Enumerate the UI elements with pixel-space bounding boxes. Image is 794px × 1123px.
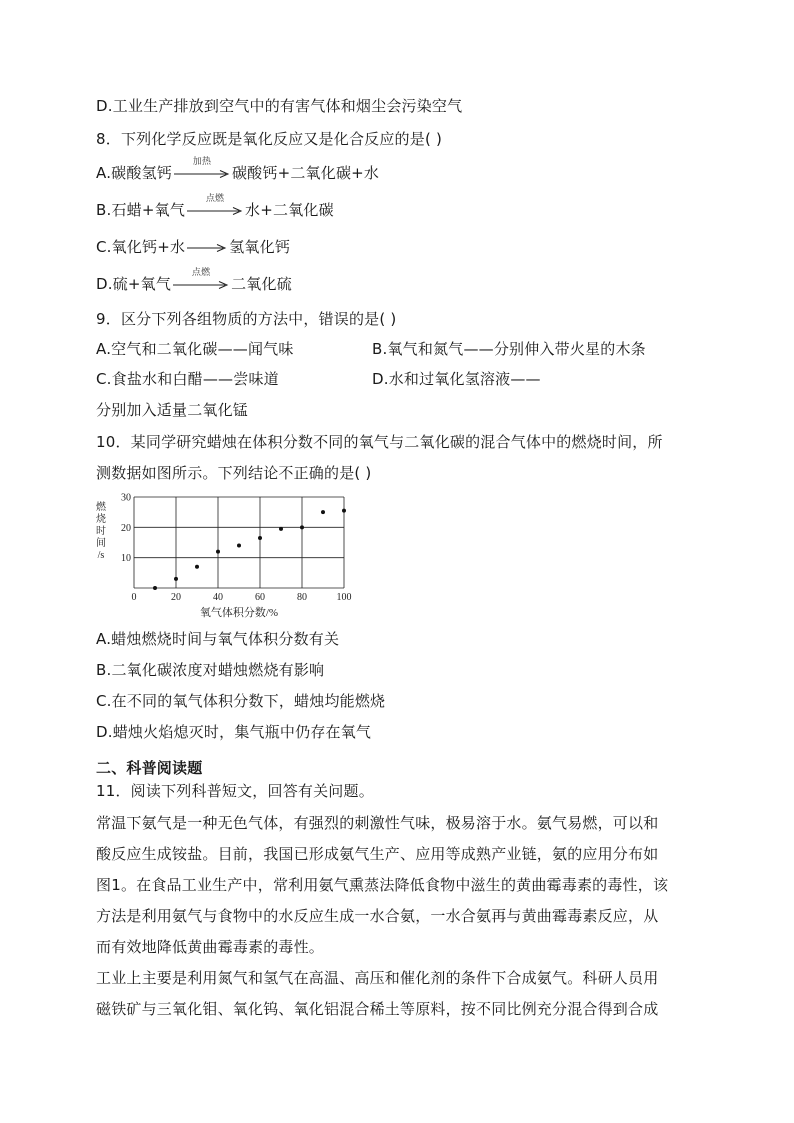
q11-stem: 11．阅读下列科普短文，回答有关问题。	[96, 782, 374, 800]
q10-option-d: D.蜡烛火焰熄灭时，集气瓶中仍存在氧气	[96, 723, 372, 741]
paragraph-1-line: 酸反应生成铵盐。目前，我国已形成氨气生产、应用等成熟产业链，氨的应用分布如	[96, 845, 659, 863]
q8-stem: 8．下列化学反应既是氧化反应又是化合反应的是( )	[96, 130, 443, 148]
q9-option-d-continued: 分别加入适量二氧化锰	[96, 401, 249, 419]
x-tick-label: 20	[171, 592, 181, 603]
q8-option-b	[96, 193, 334, 221]
arrow-right-icon	[187, 206, 243, 216]
q8-option-d	[96, 267, 292, 295]
reaction-arrow	[173, 267, 229, 290]
data-point	[279, 527, 283, 531]
data-point	[153, 586, 157, 590]
x-tick-label: 100	[336, 592, 352, 603]
data-point	[300, 525, 304, 529]
reaction-condition: 点燃	[205, 193, 225, 204]
q10-stem-line-1: 10．某同学研究蜡烛在体积分数不同的氧气与二氧化碳的混合气体中的燃烧时间，所	[96, 433, 663, 451]
chart-grid	[134, 497, 344, 588]
paragraph-2-line: 磁铁矿与三氧化钼、氧化钨、氧化铝混合稀土等原料，按不同比例充分混合得到合成	[96, 1000, 659, 1018]
q10-option-b: B.二氧化碳浓度对蜡烛燃烧有影响	[96, 661, 325, 679]
data-point	[342, 509, 346, 513]
y-axis-label-char: 间	[96, 538, 106, 549]
q10-option-c: C.在不同的氧气体积分数下，蜡烛均能燃烧	[96, 692, 386, 710]
paragraph-1-line: 而有效地降低黄曲霉毒素的毒性。	[96, 938, 325, 956]
q8-d-reactant: D.硫+氧气	[96, 275, 172, 293]
data-point	[174, 577, 178, 581]
x-tick-label: 80	[297, 592, 307, 603]
data-point	[216, 550, 220, 554]
reaction-condition: 点燃	[191, 267, 211, 278]
y-tick-label: 30	[121, 492, 131, 504]
q8-a-reactant: A.碳酸氢钙	[96, 164, 172, 182]
q8-d-product: 二氧化硫	[231, 275, 292, 293]
x-tick-label: 0	[131, 592, 137, 603]
reaction-arrow	[187, 243, 227, 253]
y-axis-label	[96, 500, 107, 561]
q9-row-1	[96, 338, 716, 360]
reaction-condition: 加热	[192, 156, 212, 167]
q8-b-reactant: B.石蜡+氧气	[96, 201, 186, 219]
q10-stem-line-2: 测数据如图所示。下列结论不正确的是( )	[96, 464, 372, 482]
q8-b-product: 水+二氧化碳	[245, 201, 334, 219]
y-tick-labels	[121, 493, 131, 565]
data-point	[237, 544, 241, 548]
y-axis-label-char: 时	[96, 526, 106, 537]
q9-option-a: A.空气和二氧化碳——闻气味	[96, 340, 294, 358]
q8-c-product: 氢氧化钙	[229, 238, 291, 256]
q9-option-c: C.食盐水和白醋——尝味道	[96, 370, 279, 388]
q9-row-2	[96, 368, 716, 390]
q10-option-a: A.蜡烛燃烧时间与氧气体积分数有关	[96, 630, 340, 648]
burn-time-scatter-chart	[92, 490, 362, 622]
data-point	[321, 510, 325, 514]
y-axis-label-char: /s	[97, 550, 105, 561]
data-point	[258, 536, 262, 540]
q9-option-d: D.水和过氧化氢溶液——	[372, 370, 541, 388]
paragraph-2-line: 工业上主要是利用氮气和氢气在高温、高压和催化剂的条件下合成氨气。科研人员用	[96, 969, 659, 987]
section-heading: 二、科普阅读题	[96, 759, 203, 777]
paragraph-1-line: 方法是利用氨气与食物中的水反应生成一水合氨，一水合氨再与黄曲霉毒素反应，从	[96, 907, 659, 925]
y-axis-label-char: 燃	[96, 502, 106, 513]
q8-option-c	[96, 236, 290, 258]
arrow-right-icon	[173, 280, 229, 290]
paragraph-1-line: 图1。在食品工业生产中，常利用氨气熏蒸法降低食物中滋生的黄曲霉毒素的毒性，该	[96, 876, 669, 894]
arrow-right-icon	[187, 243, 227, 253]
data-points	[153, 509, 346, 590]
arrow-right-icon	[174, 169, 230, 179]
q8-option-a	[96, 156, 380, 184]
q7-option-d: D.工业生产排放到空气中的有害气体和烟尘会污染空气	[96, 97, 463, 115]
y-axis-label-char: 烧	[96, 514, 106, 525]
data-point	[195, 565, 199, 569]
x-tick-labels	[132, 592, 352, 603]
x-tick-label: 60	[255, 592, 265, 603]
x-axis-label: 氧气体积分数/%	[199, 607, 279, 619]
x-tick-label: 40	[213, 592, 223, 603]
y-tick-label: 10	[121, 553, 131, 565]
paragraph-1-line: 常温下氨气是一种无色气体，有强烈的刺激性气味，极易溶于水。氨气易燃，可以和	[96, 814, 659, 832]
q9-option-b: B.氧气和氮气——分别伸入带火星的木条	[372, 340, 646, 358]
reaction-arrow	[187, 193, 243, 216]
q8-c-reactant: C.氧化钙+水	[96, 238, 186, 256]
y-tick-label: 20	[121, 522, 131, 534]
q8-a-product: 碳酸钙+二氧化碳+水	[231, 164, 380, 182]
reaction-arrow	[174, 156, 230, 179]
q9-stem: 9．区分下列各组物质的方法中，错误的是( )	[96, 310, 397, 328]
